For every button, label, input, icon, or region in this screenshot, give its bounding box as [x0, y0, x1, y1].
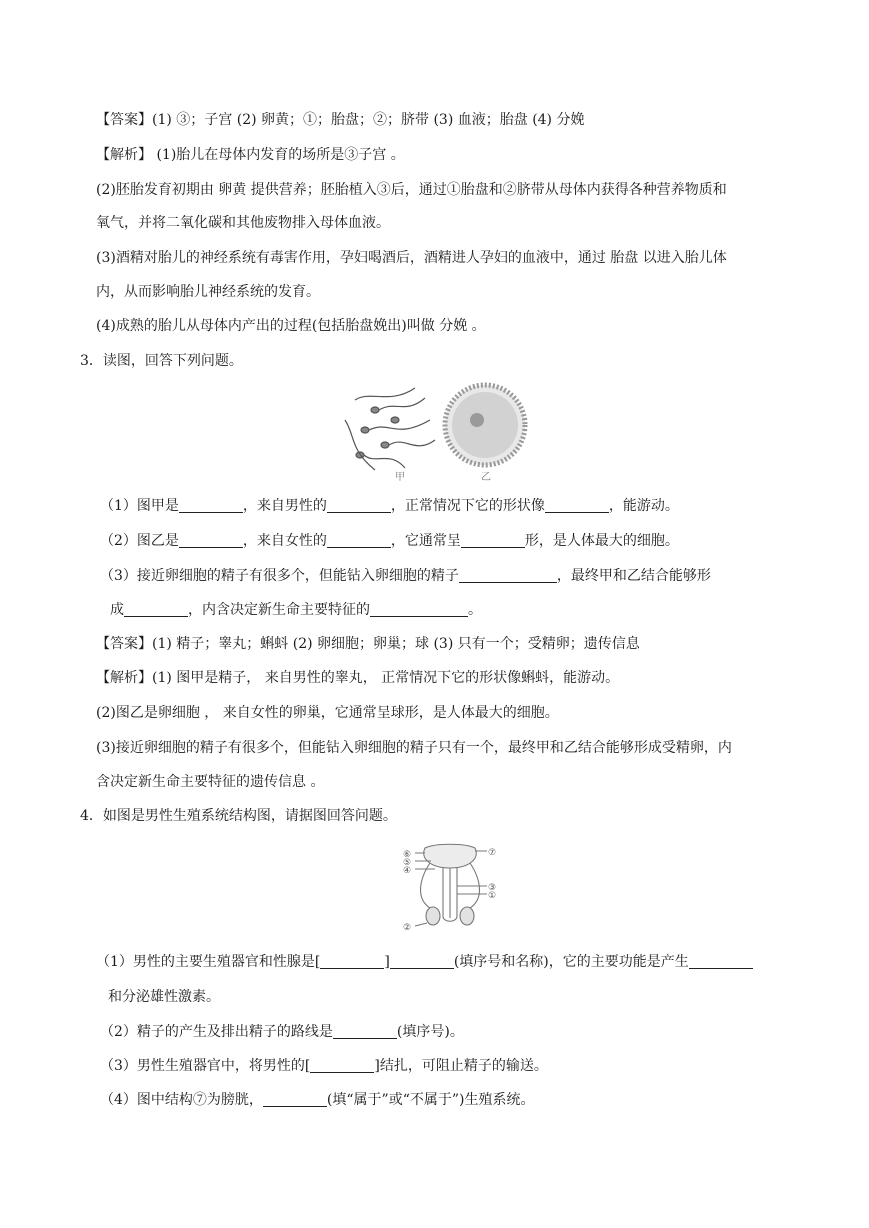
answer-blank[interactable]	[689, 954, 753, 969]
answer-blank[interactable]	[390, 954, 454, 969]
figure-label: ⑤	[403, 858, 412, 868]
answer-blank[interactable]	[179, 533, 243, 548]
answer-blank[interactable]	[545, 498, 609, 513]
answer-blank[interactable]	[320, 954, 384, 969]
answer-blank[interactable]	[461, 533, 525, 548]
answer-blank[interactable]	[459, 568, 557, 583]
q3-analysis-1: 【解析】(1) 图甲是精子， 来自男性的睾丸， 正常情况下它的形状像蝌蚪，能游动。	[96, 670, 620, 686]
figure-label: ⑦	[488, 848, 497, 858]
egg-illustration	[445, 385, 525, 465]
figure-label-a: 甲	[395, 472, 405, 483]
q4-sub4: （4）图中结构⑦为膀胱， (填“属于”或“不属于”)生殖系统。	[100, 1092, 535, 1108]
q4-sub1-line1: （1）男性的主要生殖器官和性腺是[ ] (填序号和名称)，它的主要功能是产生	[96, 952, 753, 972]
q3-title: 3．读图，回答下列问题。	[80, 353, 243, 369]
answer-blank[interactable]	[179, 498, 243, 513]
figure-label: ④	[403, 866, 412, 876]
q2-analysis-4: (4)成熟的胎儿从母体内产出的过程(包括胎盘娩出)叫做 分娩 。	[96, 318, 486, 334]
answer-blank[interactable]	[327, 498, 391, 513]
q3-analysis-2: (2)图乙是卵细胞 ， 来自女性的卵巢，它通常呈球形，是人体最大的细胞。	[96, 705, 559, 721]
answer-blank[interactable]	[327, 533, 391, 548]
answer-blank[interactable]	[370, 602, 468, 617]
answer-blank[interactable]	[124, 602, 188, 617]
male-reproductive-figure	[395, 838, 505, 938]
q3-sub2: （2）图乙是 ，来自女性的 ，它通常呈 形，是人体最大的细胞。	[100, 533, 679, 549]
q2-analysis-3-line2: 内，从而影响胎儿神经系统的发育。	[96, 284, 320, 300]
q3-sub3-line2: 成 ，内含决定新生命主要特征的 。	[110, 602, 482, 618]
q2-analysis-heading: 【解析】 (1)胎儿在母体内发育的场所是③子宫 。	[96, 147, 405, 163]
q2-analysis-2-line1: (2)胚胎发育初期由 卵黄 提供营养；胚胎植入③后，通过①胎盘和②脐带从母体内获得各种营养物质和	[96, 182, 727, 198]
q4-title: 4．如图是男性生殖系统结构图，请据图回答问题。	[80, 808, 397, 824]
anatomy-illustration	[415, 844, 487, 926]
sperm-egg-figure	[335, 380, 535, 485]
q4-sub3: （3）男性生殖器官中，将男性的[ ]结扎，可阻止精子的输送。	[100, 1058, 548, 1074]
q4-sub1-line2: 和分泌雄性激素。	[108, 989, 220, 1005]
figure-label: ⑥	[403, 850, 412, 860]
answer-blank[interactable]	[310, 1058, 374, 1073]
figure-label: ②	[403, 923, 412, 933]
q2-analysis-2-line2: 氧气，并将二氧化碳和其他废物排入母体血液。	[96, 215, 390, 231]
q3-analysis-3-line1: (3)接近卵细胞的精子有很多个，但能钻入卵细胞的精子只有一个，最终甲和乙结合能够形成受精卵，内	[96, 740, 732, 756]
figure-label: ③	[488, 883, 497, 893]
q2-analysis-3-line1: (3)酒精对胎儿的神经系统有毒害作用，孕妇喝酒后，酒精进人孕妇的血液中，通过 胎盘 以进入胎儿体	[96, 250, 727, 266]
q4-sub2: （2）精子的产生及排出精子的路线是 (填序号)。	[100, 1024, 464, 1040]
figure-label: ①	[488, 891, 497, 901]
answer-blank[interactable]	[333, 1024, 397, 1039]
figure-label-b: 乙	[481, 472, 491, 483]
q3-answer: 【答案】(1) 精子；睾丸；蝌蚪 (2) 卵细胞；卵巢；球 (3) 只有一个；受精卵；遗传信息	[96, 636, 640, 652]
answer-blank[interactable]	[263, 1092, 327, 1107]
sperm-illustration	[345, 388, 435, 470]
q3-sub3-line1: （3）接近卵细胞的精子有很多个，但能钻入卵细胞的精子 ，最终甲和乙结合能够形	[100, 568, 711, 584]
q2-answer: 【答案】(1) ③；子宫 (2) 卵黄；①；胎盘；②；脐带 (3) 血液；胎盘 (4) 分娩	[96, 112, 585, 128]
q3-sub1: （1）图甲是 ，来自男性的 ，正常情况下它的形状像 ，能游动。	[100, 498, 679, 514]
q3-analysis-3-line2: 含决定新生命主要特征的遗传信息 。	[96, 774, 325, 790]
